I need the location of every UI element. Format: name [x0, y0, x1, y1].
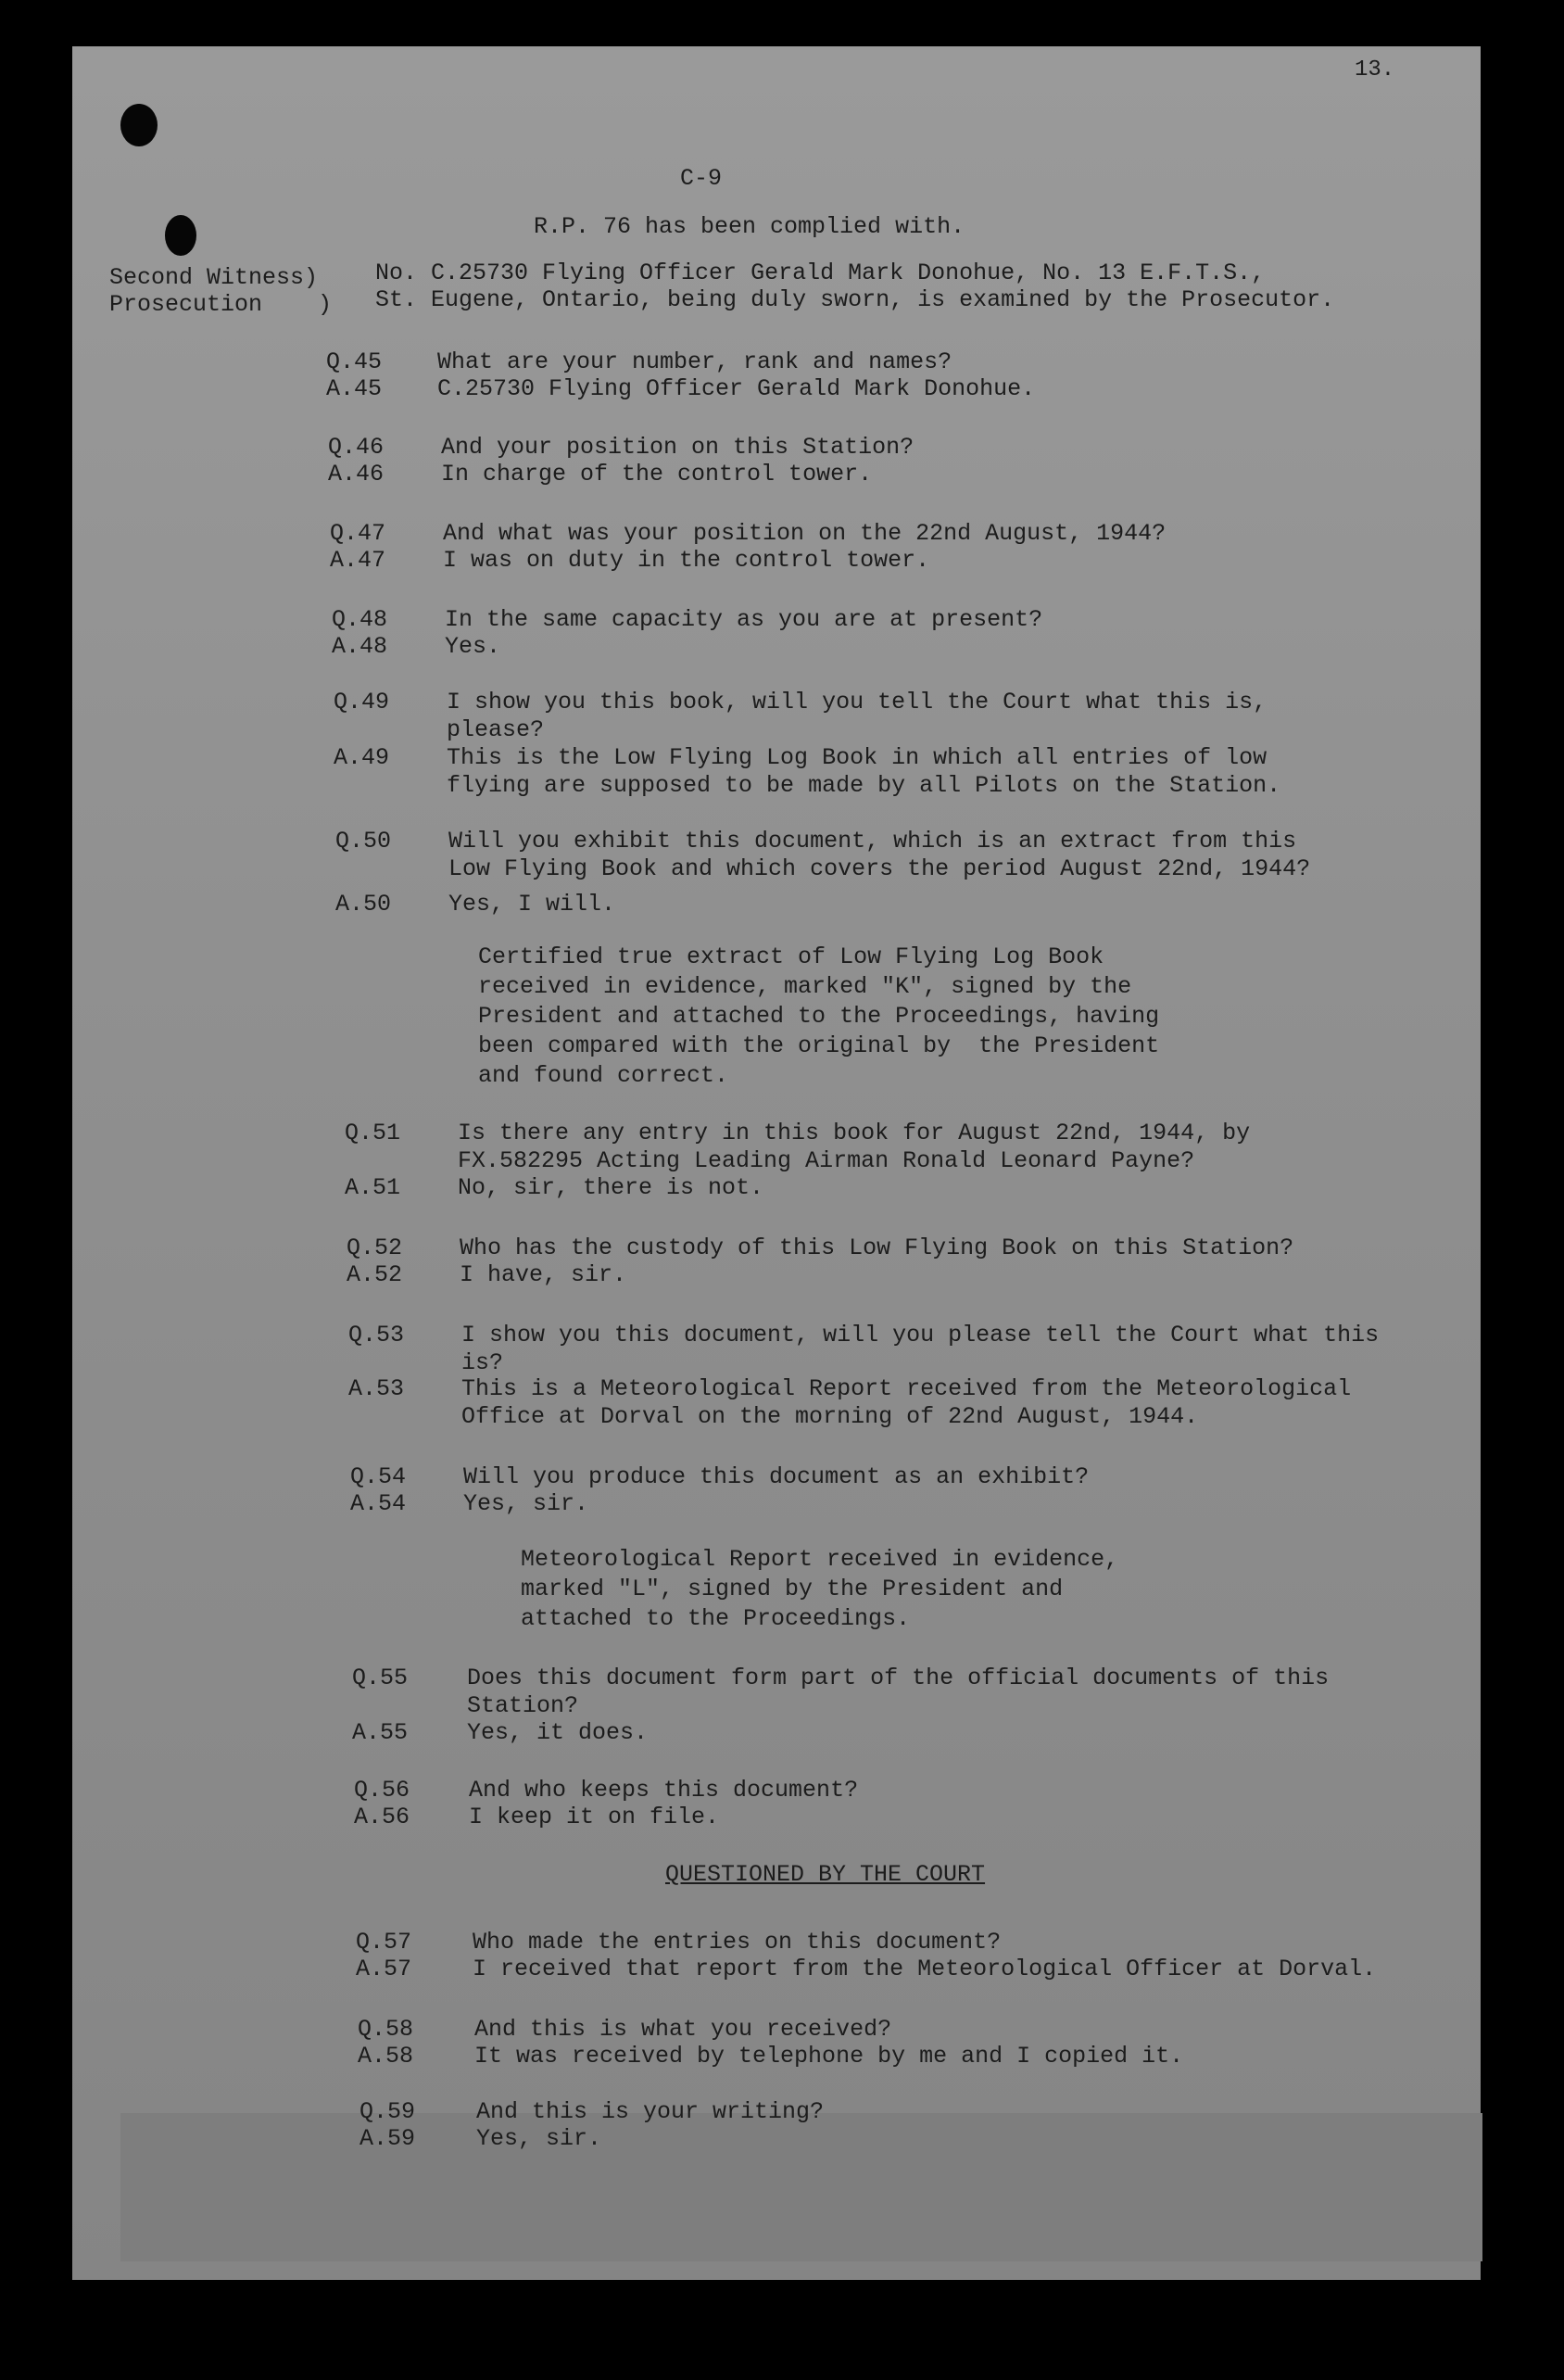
answer-label: A.53	[348, 1375, 405, 1402]
answer-label: A.56	[354, 1804, 410, 1830]
answer-text: Yes, it does.	[467, 1719, 649, 1746]
question-label: Q.55	[352, 1665, 409, 1691]
page-shadow	[120, 2113, 1482, 2261]
question-label: Q.58	[358, 2016, 414, 2043]
question-label: Q.49	[334, 689, 390, 715]
question-text: And what was your position on the 22nd August, 1944?	[443, 520, 1167, 547]
answer-text: Yes, I will.	[448, 891, 616, 918]
exhibit-l-note: attached to the Proceedings.	[521, 1605, 911, 1632]
answer-label: A.57	[356, 1956, 412, 1982]
exhibit-k-note: received in evidence, marked "K", signed by the	[478, 973, 1132, 1000]
punch-hole-second	[165, 215, 196, 256]
answer-text: Office at Dorval on the morning of 22nd August, 1944.	[461, 1403, 1199, 1430]
question-label: Q.46	[328, 434, 385, 461]
answer-text: In charge of the control tower.	[441, 461, 873, 487]
section-heading: QUESTIONED BY THE COURT	[665, 1861, 986, 1888]
witness-label-2: Prosecution )	[109, 291, 333, 318]
answer-label: A.48	[332, 633, 388, 660]
exhibit-l-note: marked "L", signed by the President and	[521, 1576, 1064, 1602]
answer-label: A.47	[330, 547, 386, 574]
question-label: Q.52	[347, 1234, 403, 1261]
compliance-note: R.P. 76 has been complied with.	[534, 213, 965, 240]
question-text: I show you this document, will you please tell the Court what this	[461, 1322, 1380, 1348]
question-text: Will you exhibit this document, which is an extract from this	[448, 828, 1297, 855]
answer-text: I keep it on file.	[469, 1804, 720, 1830]
answer-text: flying are supposed to be made by all Pilots on the Station.	[447, 772, 1281, 799]
question-label: Q.54	[350, 1463, 407, 1490]
answer-text: I received that report from the Meteorological Officer at Dorval.	[473, 1956, 1377, 1982]
answer-label: A.58	[358, 2043, 414, 2070]
question-text: Low Flying Book and which covers the period August 22nd, 1944?	[448, 855, 1311, 882]
answer-label: A.50	[335, 891, 392, 918]
question-text: What are your number, rank and names?	[437, 348, 952, 375]
answer-text: I have, sir.	[460, 1261, 627, 1288]
answer-label: A.46	[328, 461, 385, 487]
answer-text: This is the Low Flying Log Book in which all entries of low	[447, 744, 1268, 771]
question-text: Who made the entries on this document?	[473, 1929, 1002, 1956]
question-text: is?	[461, 1349, 504, 1376]
question-text: And this is what you received?	[474, 2016, 892, 2043]
answer-label: A.45	[326, 375, 383, 402]
answer-label: A.49	[334, 744, 390, 771]
answer-label: A.54	[350, 1490, 407, 1517]
question-label: Q.51	[345, 1120, 401, 1146]
question-label: Q.56	[354, 1777, 410, 1804]
question-text: Does this document form part of the official documents of this	[467, 1665, 1330, 1691]
question-text: Who has the custody of this Low Flying Book on this Station?	[460, 1234, 1294, 1261]
answer-label: A.55	[352, 1719, 409, 1746]
answer-label: A.59	[359, 2125, 416, 2152]
question-label: Q.53	[348, 1322, 405, 1348]
answer-text: It was received by telephone by me and I copied it.	[474, 2043, 1184, 2070]
witness-text-2: St. Eugene, Ontario, being duly sworn, is examined by the Prosecutor.	[375, 286, 1335, 313]
question-text: In the same capacity as you are at present?	[445, 606, 1043, 633]
exhibit-k-note: Certified true extract of Low Flying Log Book	[478, 943, 1104, 970]
question-text: Station?	[467, 1692, 579, 1719]
punch-hole-top	[120, 104, 158, 146]
question-text: I show you this book, will you tell the Court what this is,	[447, 689, 1268, 715]
answer-text: Yes.	[445, 633, 501, 660]
answer-text: This is a Meteorological Report received from the Meteorological	[461, 1375, 1352, 1402]
answer-text: C.25730 Flying Officer Gerald Mark Donohue.	[437, 375, 1036, 402]
exhibit-k-note: President and attached to the Proceedings, having	[478, 1003, 1160, 1030]
page-code: C-9	[680, 165, 723, 192]
answer-text: I was on duty in the control tower.	[443, 547, 930, 574]
question-label: Q.45	[326, 348, 383, 375]
witness-text-1: No. C.25730 Flying Officer Gerald Mark Donohue, No. 13 E.F.T.S.,	[375, 260, 1266, 286]
question-text: please?	[447, 716, 545, 743]
question-text: Will you produce this document as an exhibit?	[463, 1463, 1090, 1490]
answer-text: No, sir, there is not.	[458, 1174, 764, 1201]
exhibit-k-note: been compared with the original by the President	[478, 1032, 1160, 1059]
question-label: Q.47	[330, 520, 386, 547]
answer-label: A.51	[345, 1174, 401, 1201]
question-text: Is there any entry in this book for August 22nd, 1944, by	[458, 1120, 1251, 1146]
question-label: Q.57	[356, 1929, 412, 1956]
question-text: And this is your writing?	[476, 2098, 825, 2125]
exhibit-k-note: and found correct.	[478, 1062, 729, 1089]
question-text: And your position on this Station?	[441, 434, 914, 461]
question-label: Q.59	[359, 2098, 416, 2125]
question-text: FX.582295 Acting Leading Airman Ronald Leonard Payne?	[458, 1147, 1195, 1174]
answer-text: Yes, sir.	[476, 2125, 602, 2152]
page-number: 13.	[1355, 57, 1395, 82]
question-label: Q.48	[332, 606, 388, 633]
answer-label: A.52	[347, 1261, 403, 1288]
witness-label-1: Second Witness)	[109, 264, 319, 291]
answer-text: Yes, sir.	[463, 1490, 589, 1517]
question-text: And who keeps this document?	[469, 1777, 859, 1804]
exhibit-l-note: Meteorological Report received in evidence,	[521, 1546, 1119, 1573]
question-label: Q.50	[335, 828, 392, 855]
